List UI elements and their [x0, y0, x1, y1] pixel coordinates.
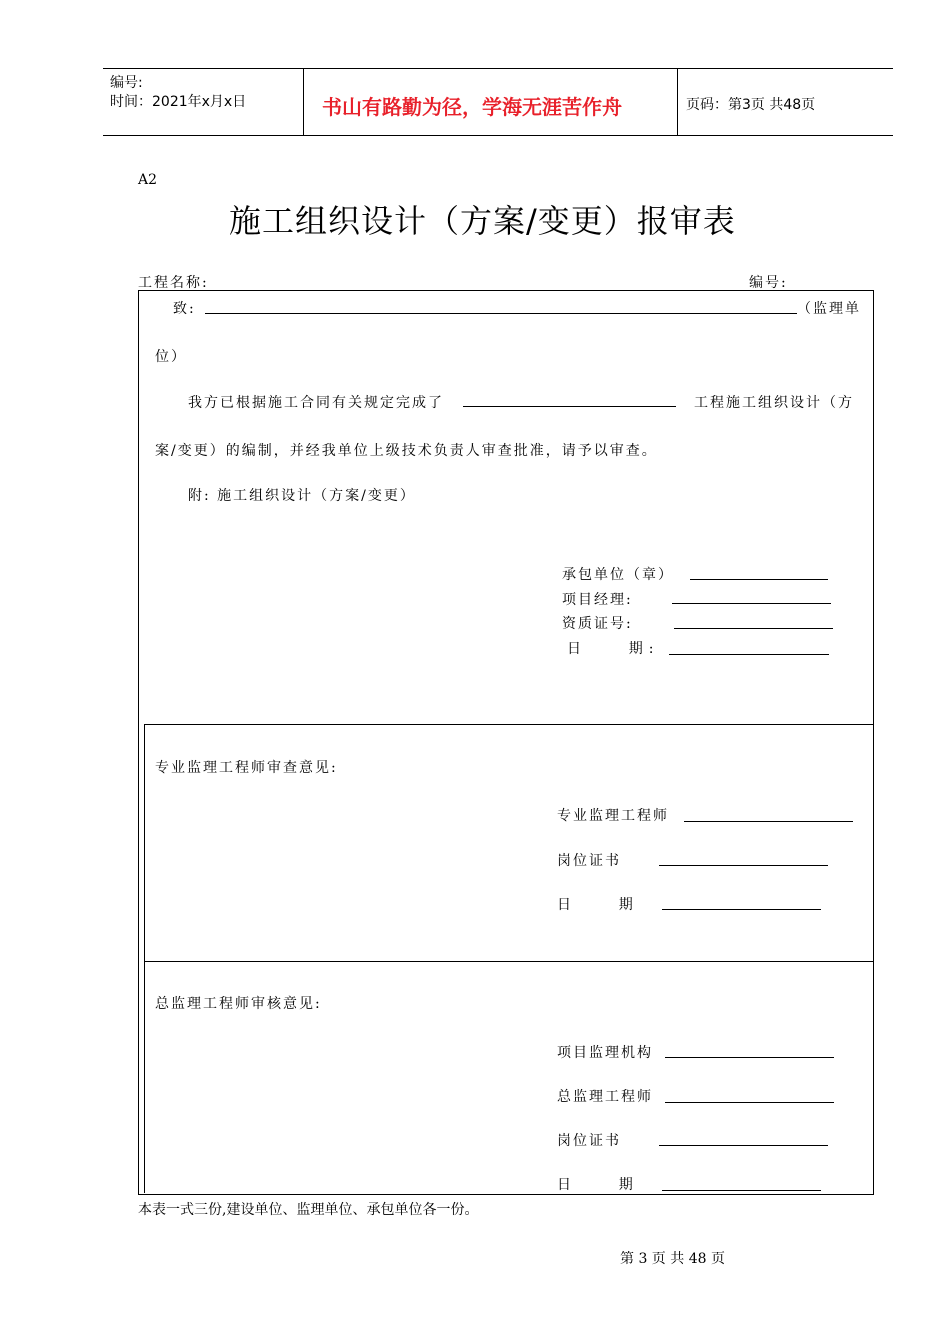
header-slogan: 书山有路勤为径，学海无涯苦作舟	[322, 95, 622, 119]
post-cert-label-1: 岗位证书	[557, 853, 621, 869]
post-cert-blank-1	[659, 865, 828, 866]
contractor-blank	[690, 579, 828, 580]
form-code: A2	[138, 172, 158, 188]
date-label-3: 日 期	[557, 1177, 639, 1193]
row-divider-1	[144, 724, 873, 725]
supervisor-engineer-blank	[684, 821, 853, 822]
chief-engineer-label: 总监理工程师	[557, 1089, 653, 1105]
body-text-a: 我方已根据施工合同有关规定完成了	[188, 395, 444, 411]
pm-label: 项目经理:	[562, 592, 633, 608]
cert-blank	[674, 628, 833, 629]
contractor-label: 承包单位（章）	[562, 567, 674, 583]
supervision-org-label: 项目监理机构	[557, 1045, 653, 1061]
to-label: 致:	[173, 301, 196, 317]
attachment-text: 附: 施工组织设计（方案/变更）	[188, 488, 416, 504]
supervisor-engineer-label: 专业监理工程师	[557, 808, 669, 824]
header-page-label: 页码：第3页 共48页	[686, 97, 816, 113]
form-table	[138, 290, 874, 1195]
chief-heading: 总监理工程师审核意见:	[155, 996, 322, 1012]
to-suffix-b: 位）	[155, 349, 187, 365]
date-label-2: 日 期	[557, 897, 639, 913]
pm-blank	[672, 603, 831, 604]
distribution-note: 本表一式三份,建设单位、监理单位、承包单位各一份。	[138, 1202, 479, 1218]
header-divider-right	[677, 68, 678, 135]
header-time-label: 时间：2021年x月x日	[110, 94, 247, 110]
form-title: 施工组织设计（方案/变更）报审表	[229, 202, 736, 240]
to-suffix-a: （监理单	[797, 301, 861, 317]
supervision-org-blank	[665, 1057, 834, 1058]
supervisor-heading: 专业监理工程师审查意见:	[155, 760, 338, 776]
project-blank	[463, 406, 676, 407]
date-blank-1	[669, 654, 829, 655]
inner-left-border	[144, 724, 145, 1193]
body-text-c: 案/变更）的编制，并经我单位上级技术负责人审查批准，请予以审查。	[155, 443, 658, 459]
post-cert-label-2: 岗位证书	[557, 1133, 621, 1149]
project-name-label: 工程名称:	[138, 275, 209, 291]
header-serial-label: 编号:	[110, 75, 143, 91]
cert-label: 资质证号:	[562, 616, 633, 632]
header-top-rule	[103, 68, 893, 69]
to-blank	[205, 313, 797, 314]
header-bottom-rule	[103, 135, 893, 136]
post-cert-blank-2	[659, 1145, 828, 1146]
body-text-b: 工程施工组织设计（方	[694, 395, 854, 411]
header-divider-left	[303, 68, 304, 135]
row-divider-2	[144, 961, 873, 962]
chief-engineer-blank	[665, 1102, 834, 1103]
date-blank-3	[662, 1190, 821, 1191]
date-label-1: 日 期:	[567, 641, 660, 657]
footer-page-number: 第 3 页 共 48 页	[620, 1251, 725, 1267]
date-blank-2	[662, 909, 821, 910]
number-label: 编号:	[749, 275, 788, 291]
